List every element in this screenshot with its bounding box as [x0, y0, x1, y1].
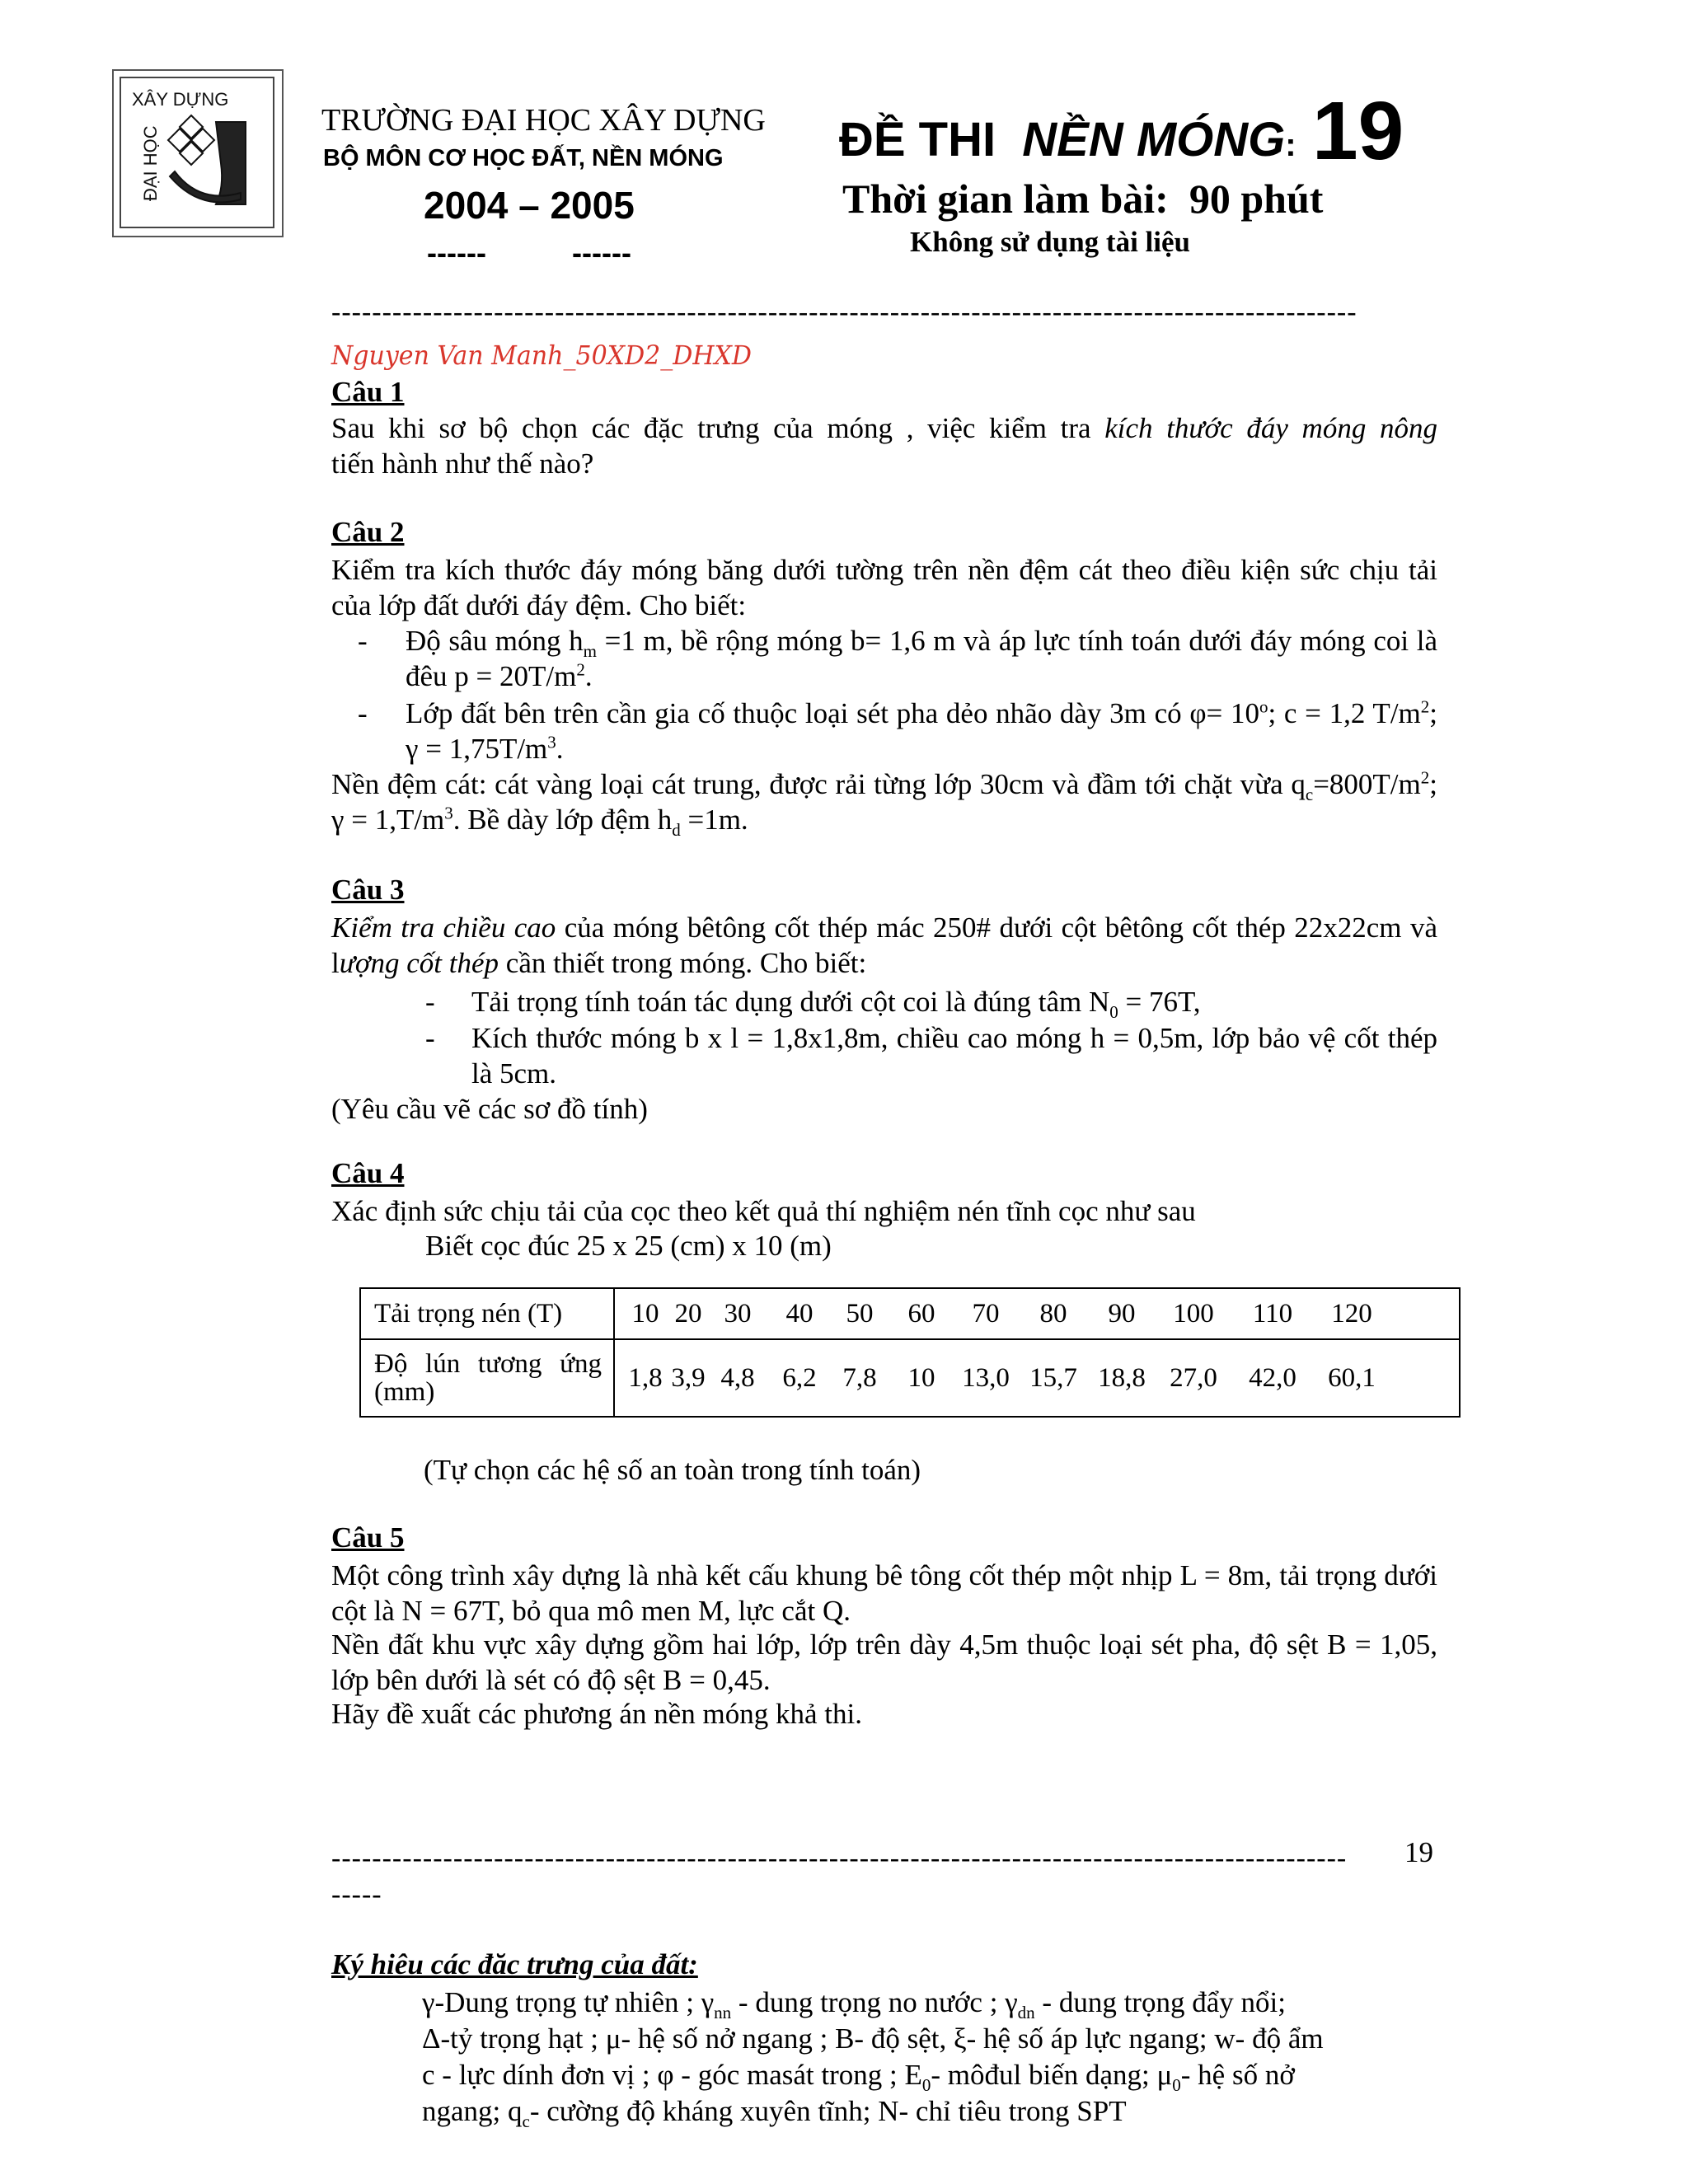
load-value-cell-7: 70 — [972, 1298, 1000, 1329]
q2-b2-sup3: 3 — [547, 732, 556, 752]
legend-l3-b: - môđul biến dạng; μ — [931, 2059, 1173, 2091]
q1-title: Câu 1 — [331, 376, 405, 408]
legend-l3-sub2: 0 — [1172, 2075, 1181, 2095]
row-values-load — [614, 1288, 1460, 1339]
logo-text-top: XÂY DỰNG — [132, 89, 229, 110]
settlement-value-cell-7: 13,0 — [962, 1362, 1010, 1393]
legend-l1-c: - dung trọng đẩy nổi; — [1034, 1986, 1286, 2018]
q3-b1-sub: 0 — [1109, 1002, 1118, 1022]
settlement-value-cell-10: 27,0 — [1170, 1362, 1217, 1393]
load-value-cell-6: 60 — [907, 1298, 935, 1329]
settlement-value-cell-5: 7,8 — [842, 1362, 877, 1393]
q5-paragraph-3: Hãy đề xuất các phương án nền móng khả thi. — [331, 1698, 862, 1730]
settlement-value-cell-11: 42,0 — [1249, 1362, 1296, 1393]
q3-title: Câu 3 — [331, 874, 405, 906]
q3-intro — [331, 910, 1437, 981]
q2-b1-sup: 2 — [576, 659, 585, 680]
q2-title: Câu 2 — [331, 516, 405, 548]
no-documents-note: Không sử dụng tài liệu — [910, 226, 1191, 258]
signature-text: Nguyen Van Manh_50XD2_DHXD — [331, 340, 752, 371]
pile-load-test-table — [359, 1287, 1461, 1418]
row-values-settlement — [614, 1339, 1460, 1417]
q2-sand-sup1: 2 — [1420, 767, 1430, 788]
q4-line-2: Biết cọc đúc 25 x 25 (cm) x 10 (m) — [425, 1230, 832, 1262]
legend-title: Ký hiêu các đăc trưng của đất: — [331, 1948, 698, 1980]
q2-sand-cushion — [331, 766, 1437, 840]
q3-text-a: của móng bêtông cốt thép mác 250# dưới cột bêtông cốt thép 22x22cm và l — [331, 912, 1437, 979]
settlement-value-cell-9: 18,8 — [1098, 1362, 1146, 1393]
load-value-cell-8: 80 — [1039, 1298, 1067, 1329]
exam-colon: : — [1285, 127, 1296, 163]
q3-bullet-1 — [471, 984, 1437, 1022]
row-label-settlement — [360, 1339, 614, 1417]
academic-year: 2004 – 2005 — [424, 184, 635, 227]
q3-bullet-2-dash: - — [425, 1022, 435, 1054]
q2-b2-sup2: 2 — [1420, 696, 1430, 717]
legend-l4-sub: c — [522, 2111, 530, 2131]
exam-subject: NỀN MÓNG — [1022, 113, 1286, 166]
footer-separator: ---------------------------------------------------------------------------------------------------- — [331, 1843, 1348, 1873]
legend-line-1 — [422, 1985, 1286, 2020]
load-value-cell-10: 100 — [1173, 1298, 1214, 1329]
q1-text-b: tiến hành như thế nào? — [331, 448, 594, 480]
settlement-value-cell-8: 15,7 — [1029, 1362, 1077, 1393]
q2-sand-b: =800T/m — [1313, 768, 1421, 800]
q3-note: (Yêu cầu vẽ các sơ đồ tính) — [331, 1093, 648, 1125]
load-value-cell-1: 10 — [631, 1298, 659, 1329]
q3-italic-2: ượng cốt thép — [339, 947, 499, 979]
q3-bullet-1-dash: - — [425, 986, 435, 1018]
q2-b2-d: . — [556, 733, 564, 765]
footer-separator-tail: ----- — [331, 1879, 382, 1910]
q1-text-italic: kích thước đáy móng nông — [1104, 412, 1437, 444]
load-value-cell-11: 110 — [1252, 1298, 1293, 1329]
q5-title: Câu 5 — [331, 1521, 405, 1554]
table-row-settlement — [360, 1339, 1460, 1417]
legend-line-3 — [422, 2057, 1295, 2093]
q5-paragraph-2: Nền đất khu vực xây dựng gồm hai lớp, lớp trên dày 4,5m thuộc loại sét pha, độ sệt B = 1,05, lớp bên dưới là sét có độ sệt B = 0,45. — [331, 1629, 1437, 1696]
load-value-cell-12: 120 — [1331, 1298, 1372, 1329]
legend-l3-sub1: 0 — [921, 2075, 931, 2095]
exam-duration: Thời gian làm bài: 90 phút — [842, 176, 1324, 222]
legend-l1-sub1: nn — [714, 2003, 732, 2022]
settlement-value-cell-12: 60,1 — [1328, 1362, 1376, 1393]
header-separator: ----------------------------------------------------------------------------------------------------- — [331, 297, 1357, 327]
q4-title: Câu 4 — [331, 1157, 405, 1189]
q1-body — [331, 410, 1437, 481]
settlement-value-cell-3: 4,8 — [720, 1362, 755, 1393]
logo-text-side: ĐẠI HỌC — [140, 125, 161, 201]
q4-note: (Tự chọn các hệ số an toàn trong tính toán) — [424, 1454, 921, 1486]
q2-b2-a: Lớp đất bên trên cần gia cố thuộc loại sét pha dẻo nhão dày 3m có φ= 10 — [406, 697, 1259, 729]
q3-bullet-2: Kích thước móng b x l = 1,8x1,8m, chiều cao móng h = 0,5m, lớp bảo vệ cốt thép là 5cm. — [471, 1022, 1437, 1090]
load-value-cell-2: 20 — [674, 1298, 702, 1329]
q2-sand-c: ; γ = 1,T/m — [331, 768, 1437, 836]
row-label-load: Tải trọng nén (T) — [360, 1288, 614, 1339]
load-value-cell-4: 40 — [785, 1298, 814, 1329]
q3-b1-b: = 76T, — [1118, 986, 1201, 1018]
load-value-cell-3: 30 — [724, 1298, 752, 1329]
exam-title — [839, 112, 1296, 167]
q2-sand-d: . Bề dày lớp đệm h — [452, 804, 673, 836]
legend-l3-c: - hệ số nở — [1180, 2059, 1295, 2091]
q2-sand-sub1: c — [1305, 785, 1314, 804]
handwritten-signature — [330, 336, 775, 378]
q2-sand-sub2: d — [672, 820, 681, 840]
q2-sand-e: =1m. — [680, 804, 748, 836]
page-number: 19 — [1404, 1836, 1433, 1868]
q2-bullet-1-dash: - — [358, 625, 368, 657]
settlement-value-cell-1: 1,8 — [628, 1362, 663, 1393]
q2-b1-a: Độ sâu móng h — [406, 625, 584, 657]
settlement-value-cell-6: 10 — [907, 1362, 935, 1393]
q2-sand-a: Nền đệm cát: cát vàng loại cát trung, được rải từng lớp 30cm và đầm tới chặt vừa q — [331, 768, 1306, 800]
q2-b2-sup1: o — [1259, 696, 1268, 717]
legend-l1-b: - dung trọng no nước ; γ — [731, 1986, 1018, 2018]
q3-text-b: cần thiết trong móng. Cho biết: — [499, 947, 867, 979]
q2-bullet-1 — [406, 623, 1437, 694]
legend-l1-a: γ-Dung trọng tự nhiên ; γ — [422, 1986, 715, 2018]
university-logo — [112, 69, 284, 237]
q2-b1-c: . — [584, 660, 593, 692]
legend-l1-sub2: dn — [1017, 2003, 1035, 2022]
row-label-settlement-text: Độ lún tương ứng (mm) — [374, 1349, 602, 1407]
settlement-value-cell-4: 6,2 — [782, 1362, 817, 1393]
department-name: BỘ MÔN CƠ HỌC ĐẤT, NỀN MÓNG — [323, 145, 724, 171]
q2-bullet-2-dash: - — [358, 697, 368, 729]
legend-line-4 — [422, 2093, 1127, 2129]
logo-emblem-icon — [114, 71, 282, 236]
year-dashes-right: ------ — [572, 236, 631, 269]
load-value-cell-5: 50 — [846, 1298, 874, 1329]
q3-b1-a: Tải trọng tính toán tác dụng dưới cột coi là đúng tâm N — [471, 986, 1110, 1018]
q2-b2-c: ; γ = 1,75T/m — [406, 697, 1437, 765]
q2-b2-b: ; c = 1,2 T/m — [1268, 697, 1421, 729]
legend-l3-a: c - lực dính đơn vị ; φ - góc masát trong ; E — [422, 2059, 922, 2091]
q2-bullet-2 — [406, 696, 1437, 766]
load-value-cell-9: 90 — [1108, 1298, 1136, 1329]
table-row-load — [360, 1288, 1460, 1339]
exam-number: 19 — [1312, 85, 1404, 177]
legend-line-2: Δ-tỷ trọng hạt ; μ- hệ số nở ngang ; B- độ sệt, ξ- hệ số áp lực ngang; w- độ ẩm — [422, 2022, 1324, 2055]
legend-l4-a: ngang; q — [422, 2095, 523, 2127]
exam-prefix: ĐỀ THI — [839, 113, 996, 166]
q1-text-a: Sau khi sơ bộ chọn các đặc trưng của móng , việc kiểm tra — [331, 412, 1105, 444]
q2-sand-sup2: 3 — [444, 803, 453, 823]
q5-paragraph-1: Một công trình xây dựng là nhà kết cấu khung bê tông cốt thép một nhịp L = 8m, tải trọng dưới cột là N = 67T, bỏ qua mô men M, lực cắt Q. — [331, 1559, 1437, 1627]
settlement-value-cell-2: 3,9 — [671, 1362, 706, 1393]
school-name: TRƯỜNG ĐẠI HỌC XÂY DỰNG — [321, 103, 766, 138]
q2-intro: Kiểm tra kích thước đáy móng băng dưới tường trên nền đệm cát theo điều kiện sức chịu tải của lớp đất dưới đáy đệm. Cho biết: — [331, 554, 1437, 621]
legend-l4-b: - cường độ kháng xuyên tĩnh; N- chỉ tiêu trong SPT — [529, 2095, 1127, 2127]
q2-b1-sub: m — [583, 641, 597, 661]
q2-b1-b: =1 m, bề rộng móng b= 1,6 m và áp lực tính toán dưới đáy móng coi là đêu p = 20T/m — [406, 625, 1437, 692]
q3-italic-1: Kiểm tra chiều cao — [331, 912, 556, 944]
q4-line-1: Xác định sức chịu tải của cọc theo kết quả thí nghiệm nén tĩnh cọc như sau — [331, 1195, 1196, 1227]
year-dashes-left: ------ — [427, 236, 486, 269]
